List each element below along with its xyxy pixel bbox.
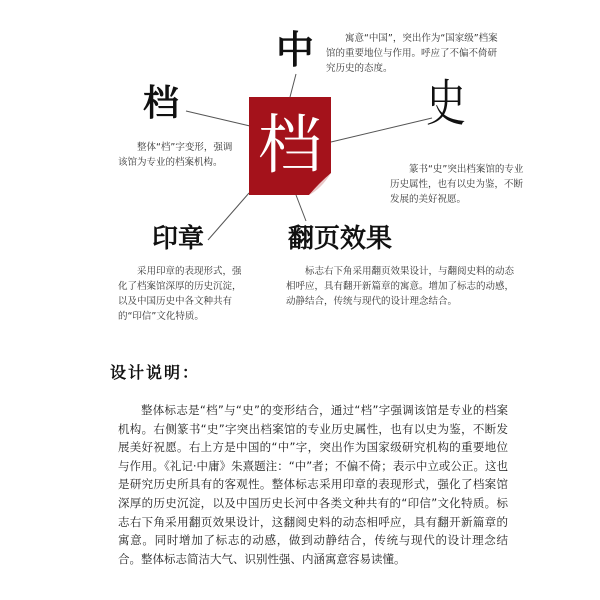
note-shi: 篆书“史”突出档案馆的专业历史属性，也有以史为鉴，不断发展的美好祝愿。	[390, 164, 524, 205]
connector-fanye	[296, 195, 306, 221]
note-fanye: 标志右下角采用翻页效果设计，与翻阅史料的动态相呼应，具有翻开新篇章的寓意。增加了标志的动感，动静结合，传统与现代的设计理念结合。	[286, 266, 515, 307]
label-seal-script-shi: 史	[426, 75, 466, 133]
label-zhong: 中	[276, 28, 315, 72]
connector-zhong	[290, 74, 296, 97]
note-yinzhang: 采用印章的表现形式，强化了档案馆深厚的历史沉淀，以及中国历史中各文种共有的“印信”文化特质。	[118, 266, 242, 322]
label-dang: 档	[143, 83, 180, 124]
label-fanye: 翻页效果	[288, 224, 393, 254]
connector-shi	[331, 118, 432, 142]
seal-character: 档	[258, 109, 322, 183]
section-title: 设计说明：	[110, 363, 201, 382]
archive-seal-logo	[249, 97, 331, 195]
connector-dang	[186, 111, 250, 126]
label-yinzhang: 印章	[152, 224, 205, 254]
note-zhong: 寓意“中国”，突出作为“国家级”档案馆的重要地位与作用。呼应了不偏不倚研究历史的态度。	[326, 33, 498, 74]
page-curl-icon	[249, 97, 331, 195]
connector-yinzhang	[208, 193, 249, 240]
note-dang: 整体“档”字变形，强调该馆为专业的档案机构。	[118, 142, 233, 168]
description-body: 整体标志是“档”与“史”的变形结合，通过“档”字强调该馆是专业的档案机构。右侧篆书“史”字突出档案馆的专业历史属性，也有以史为鉴，不断发展美好祝愿。右上方是中国的“中”字，突出作为国家级研究机构的重要地位与作用。《礼记·中庸》朱熹题注：“中”者；不偏不倚；表示中立或公正。这也是研究历史所具有的客观性。整体标志采用印章的表现形式，强化了档案馆深厚的历史沉淀，以及中国历史长河中各类文种共有的“印信”文化特质。标志右下角采用翻页效果设计，这翻阅史料的动态相呼应，具有翻开新篇章的寓意。同时增加了标志的动感，做到动静结合，传统与现代的设计理念结合。整体标志简洁大气、识别性强、内涵寓意容易读懂。	[118, 403, 508, 566]
